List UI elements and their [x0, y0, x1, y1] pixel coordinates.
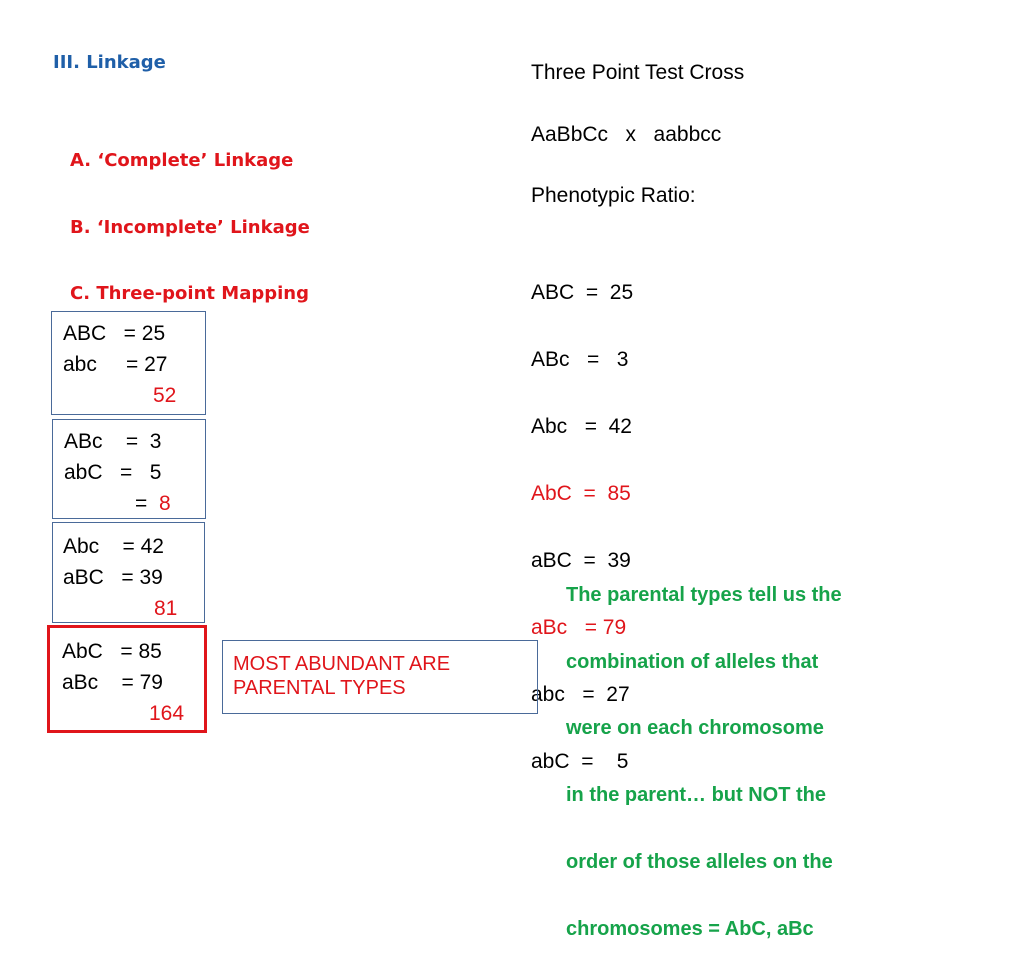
group-total: 81	[154, 597, 178, 620]
explanation-line: order of those alleles on the	[566, 850, 833, 873]
group-total: 164	[149, 702, 185, 725]
group-total-prefix: =	[135, 492, 159, 515]
group-line: abC = 5	[64, 461, 162, 484]
phenotypic-ratio-label: Phenotypic Ratio:	[531, 184, 696, 207]
explanation-line: chromosomes = AbC, aBc	[566, 917, 814, 940]
subsection-list	[70, 110, 310, 328]
phenotype-abc-lower-bc: Abc = 42	[531, 415, 632, 438]
group-total-row	[135, 488, 171, 519]
group-line: AbC = 85	[62, 640, 162, 663]
group-total: 8	[158, 492, 171, 515]
group-line: ABc = 3	[64, 430, 162, 453]
group-line: abc = 27	[63, 353, 168, 376]
phenotype-abc-lower-ac: aBc = 79	[531, 616, 627, 639]
phenotype-abc-all-lower: abc = 27	[531, 683, 630, 706]
abundant-note-line: MOST ABUNDANT ARE	[233, 653, 451, 675]
group-line: aBc = 79	[62, 671, 163, 694]
phenotype-abc-lower-ab: abC = 5	[531, 750, 629, 773]
explanation-text	[566, 544, 842, 962]
group-total: 52	[153, 384, 177, 407]
explanation-line: were on each chromosome	[566, 717, 824, 740]
abundant-note-box	[222, 640, 538, 714]
explanation-line: in the parent… but NOT the	[566, 784, 826, 807]
subsection-incomplete-linkage: B. ‘Incomplete’ Linkage	[70, 216, 310, 238]
cross-notation: AaBbCc x aabbcc	[531, 123, 722, 146]
group-box-2	[52, 419, 206, 519]
group-box-parental	[47, 625, 207, 733]
group-line: aBC = 39	[63, 566, 163, 589]
subsection-three-point-mapping: C. Three-point Mapping	[70, 283, 309, 304]
group-line: ABC = 25	[63, 322, 166, 345]
group-line: Abc = 42	[63, 535, 164, 558]
test-cross-title: Three Point Test Cross	[531, 61, 745, 84]
phenotype-abc-upper: ABC = 25	[531, 281, 634, 304]
phenotype-abc-lower-c: ABc = 3	[531, 348, 629, 371]
subsection-complete-linkage: A. ‘Complete’ Linkage	[70, 150, 294, 171]
group-box-3	[52, 522, 205, 623]
phenotype-abc-lower-a: aBC = 39	[531, 549, 631, 572]
section-title: III. Linkage	[53, 52, 166, 73]
abundant-note-line: PARENTAL TYPES	[233, 677, 406, 699]
explanation-line: combination of alleles that	[566, 650, 819, 673]
explanation-line: The parental types tell us the	[566, 584, 842, 606]
group-box-parental-ish-1	[51, 311, 206, 415]
phenotype-abc-lower-b: AbC = 85	[531, 482, 631, 505]
